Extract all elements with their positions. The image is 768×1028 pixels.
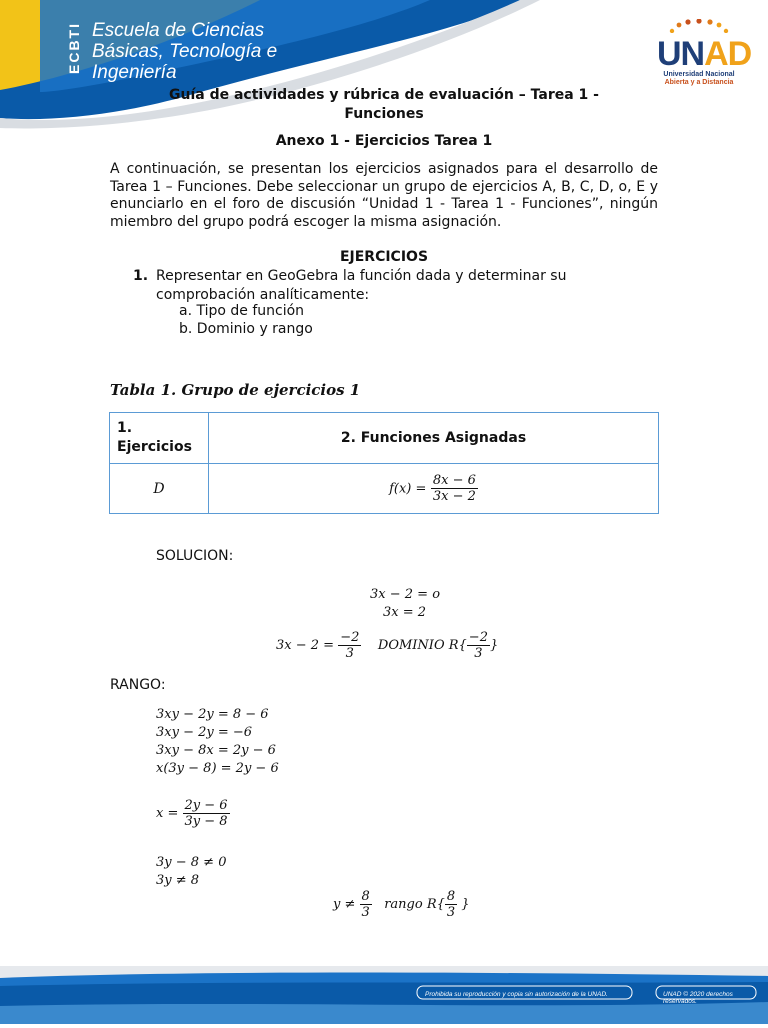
- title-line-1: Guía de actividades y rúbrica de evaluación – Tarea 1 -: [169, 87, 599, 103]
- item-number: 1.: [133, 268, 149, 284]
- footer-copyright: UNAD © 2020 derechos reservados.: [663, 991, 733, 1005]
- rango-eq-2: 3xy − 2y = −6: [156, 725, 253, 740]
- dominio-numerator: −2: [468, 630, 488, 645]
- rango-eq-3: 3xy − 8x = 2y − 6: [156, 743, 276, 758]
- function-lhs: f(x) =: [389, 481, 427, 497]
- rango-eq-4: x(3y − 8) = 2y − 6: [156, 761, 279, 776]
- item-text: Representar en GeoGebra la función dada y determinar su comprobación analíticamente:: [156, 268, 567, 303]
- rango-eq-7: 3y ≠ 8: [156, 873, 200, 888]
- intro-paragraph: A continuación, se presentan los ejercicios asignados para el desarrollo de Tarea 1 – Funciones. Debe seleccionar un grupo de ejercicios A, B, C, D, o, E y enunciarlo en el foro de discusión “Unidad 1 - Tarea 1 - Funciones”, ningún miembro del grupo podrá escoger la misma asignación.: [110, 161, 658, 230]
- table-row: [110, 464, 659, 514]
- rango-close: }: [457, 897, 470, 912]
- exercises-table: [109, 412, 659, 514]
- footer-waves: [0, 966, 768, 1024]
- table-header-row: [110, 413, 659, 464]
- school-line-2: Básicas, Tecnología e: [92, 41, 278, 62]
- footer-banner: [0, 966, 768, 1024]
- r5-numerator: 2y − 6: [184, 798, 228, 813]
- table-caption: Tabla 1. Grupo de ejercicios 1: [110, 381, 361, 399]
- solution-label: SOLUCION:: [156, 548, 234, 564]
- eq3-fraction: [338, 630, 361, 661]
- r8-lhs: y ≠: [333, 897, 356, 912]
- assigned-function: [209, 464, 659, 514]
- r5-fraction: [183, 798, 230, 829]
- sub-item-b: b. Dominio y rango: [179, 321, 313, 337]
- function-fraction: [431, 473, 478, 504]
- dominio-close: }: [489, 638, 499, 653]
- document-title: [110, 86, 658, 124]
- rango-result: [333, 889, 470, 920]
- col-exercises-header: 1. Ejercicios: [110, 413, 209, 464]
- eq3-lhs: 3x − 2 =: [276, 638, 335, 653]
- eq3-denominator: 3: [345, 646, 354, 661]
- equation-2: 3x = 2: [383, 605, 427, 620]
- row-label: D: [110, 464, 209, 514]
- unad-logo: [657, 18, 752, 87]
- domain-line: [276, 630, 498, 661]
- r5-denominator: 3y − 8: [184, 814, 228, 829]
- annex-title: Anexo 1 - Ejercicios Tarea 1: [275, 133, 493, 149]
- rango-fraction: [445, 889, 457, 920]
- school-line-1: Escuela de Ciencias: [92, 20, 265, 41]
- title-line-2: Funciones: [344, 106, 424, 122]
- logo-wordmark: UNAD: [657, 35, 752, 73]
- rango-eq-5: [156, 798, 230, 829]
- logo-dots-icon: [664, 19, 734, 33]
- logo-line-2: Abierta y a Distancia: [664, 79, 734, 86]
- rango-text: rango R{: [384, 897, 445, 912]
- dominio-text: DOMINIO R{: [377, 638, 467, 653]
- ecbti-side-label: ECBTI: [66, 22, 82, 74]
- r8-fraction: [360, 889, 372, 920]
- logo-line-1: Universidad Nacional: [663, 71, 735, 78]
- r5-lhs: x =: [156, 806, 179, 821]
- function-denominator: 3x − 2: [432, 489, 476, 504]
- sub-item-a: a. Tipo de función: [179, 303, 305, 319]
- r8-denominator: 3: [361, 905, 370, 920]
- function-numerator: 8x − 6: [432, 473, 476, 488]
- rango-denominator: 3: [446, 905, 456, 920]
- footer-notice: Prohibida su reproducción y copia sin autorización de la UNAD.: [425, 991, 608, 998]
- rango-label: RANGO:: [110, 677, 166, 693]
- rango-eq-1: 3xy − 2y = 8 − 6: [156, 707, 269, 722]
- rango-eq-6: 3y − 8 ≠ 0: [156, 855, 227, 870]
- exercises-heading: EJERCICIOS: [339, 249, 429, 265]
- r8-numerator: 8: [361, 889, 370, 904]
- school-line-3: Ingeniería: [92, 62, 177, 83]
- dominio-fraction: [467, 630, 490, 661]
- rango-numerator: 8: [446, 889, 456, 904]
- dominio-denominator: 3: [474, 646, 483, 661]
- school-name: [92, 20, 277, 83]
- equation-1: 3x − 2 = o: [370, 587, 441, 602]
- col-functions-header: 2. Funciones Asignadas: [209, 413, 659, 464]
- eq3-numerator: −2: [340, 630, 360, 645]
